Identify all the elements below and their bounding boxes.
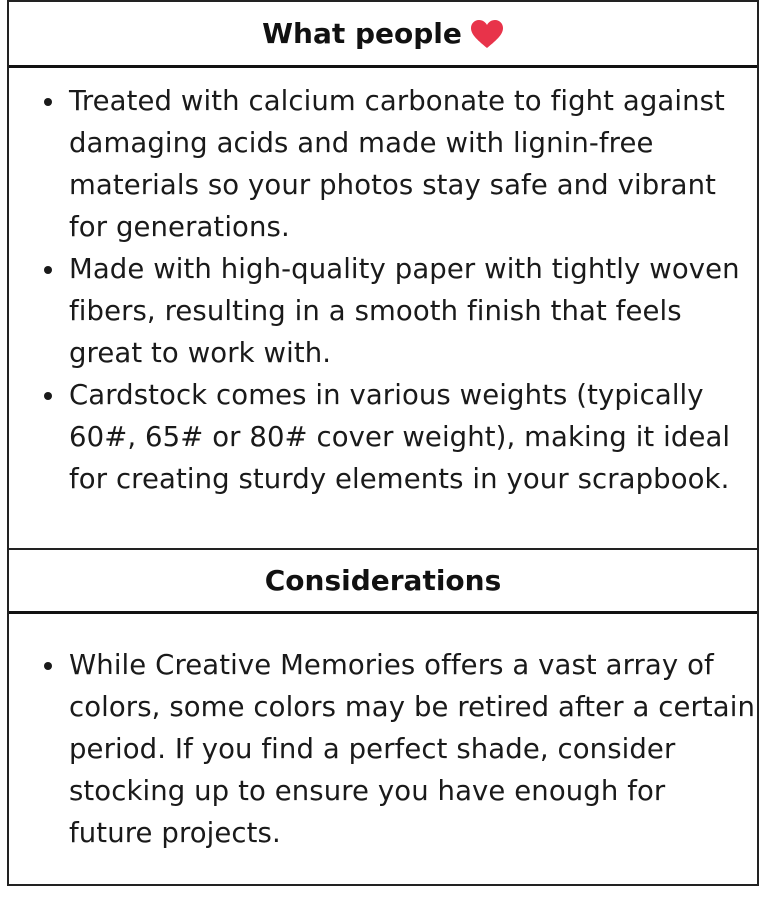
- considerations-section: [9, 614, 757, 854]
- section-title: Considerations: [264, 564, 502, 597]
- pros-list: [9, 80, 757, 500]
- info-table: [7, 0, 759, 886]
- list-item: Treated with calcium carbonate to fight against damaging acids and made with lignin-free materials so your photos stay safe and vibrant for generations.: [69, 80, 757, 248]
- heart-icon: [470, 19, 504, 49]
- section-header-considerations: [9, 548, 757, 614]
- list-item: Made with high-quality paper with tightly woven fibers, resulting in a smooth finish that feels great to work with.: [69, 248, 757, 374]
- section-header-what-people: [9, 2, 757, 68]
- pros-section: [9, 68, 757, 548]
- list-item: While Creative Memories offers a vast array of colors, some colors may be retired after a certain period. If you find a perfect shade, consider stocking up to ensure you have enough for future projects.: [69, 644, 757, 854]
- considerations-list: [9, 644, 757, 854]
- section-title: What people: [262, 17, 462, 50]
- list-item: Cardstock comes in various weights (typically 60#, 65# or 80# cover weight), making it ideal for creating sturdy elements in your scrapbook.: [69, 374, 757, 500]
